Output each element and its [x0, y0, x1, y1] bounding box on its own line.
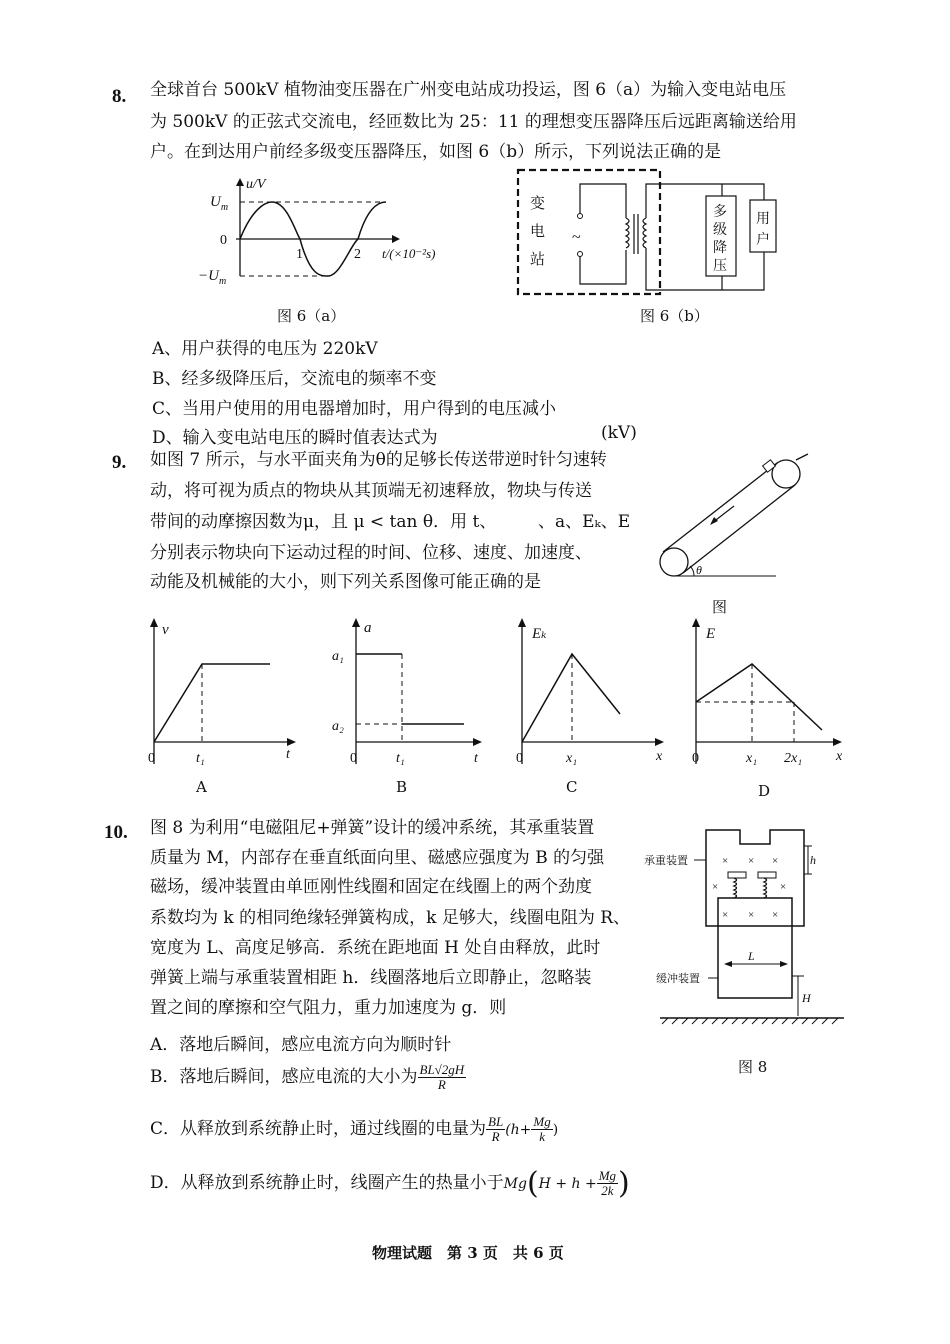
q10-number: 10. — [104, 822, 128, 843]
q10-option-c: C．从释放到系统静止时，通过线圈的电量为 $\frac{BL}{R}$ (h+ $\frac{Mg}{k}$ ) — [150, 1113, 559, 1144]
q10-option-d: D．从释放到系统静止时，线圈产生的热量小于Mg(H + h + $\frac{Mg}{2k}$ ) — [150, 1166, 630, 1201]
svg-text:×: × — [712, 881, 719, 893]
q10-option-a: A．落地后瞬间，感应电流方向为顺时针 — [150, 1035, 452, 1055]
fig6a-x-label: t/(×10⁻²s) — [382, 246, 436, 261]
q9-graph-a-label: A — [196, 778, 207, 796]
q9-stem-line5: 动能及机械能的大小，则下列关系图像可能正确的是 — [150, 572, 541, 592]
svg-text:L: L — [748, 949, 755, 963]
svg-text:2x₁: 2x₁ — [784, 751, 803, 766]
q8-number: 8. — [112, 86, 127, 107]
svg-text:用: 用 — [756, 212, 770, 227]
q10-stem-line3: 磁场，缓冲装置由单匝刚性线圈和固定在线圈上的两个劲度 — [150, 877, 592, 897]
fig6a-um: $U_m$ — [210, 194, 229, 213]
q9-graph-c — [508, 618, 668, 778]
q9-graph-b — [330, 618, 490, 778]
q8-stem-line1: 全球首台 500kV 植物油变压器在广州变电站成功投运，图 6（a）为输入变电站电压 — [150, 80, 787, 100]
svg-text:t: t — [286, 747, 290, 762]
svg-text:~: ~ — [572, 229, 581, 246]
svg-text:t₁: t₁ — [396, 751, 405, 766]
svg-text:×: × — [722, 855, 729, 867]
svg-text:电: 电 — [530, 224, 546, 240]
svg-text:H: H — [802, 991, 811, 1005]
fig6a-y-label: u/V — [246, 177, 266, 192]
figure-8-buffer-system — [644, 826, 848, 1036]
q9-graph-d — [682, 618, 852, 778]
svg-text:x: x — [836, 749, 843, 764]
q9-stem-line3a: 带间的动摩擦因数为μ，且 μ < tan θ．用 t、 — [150, 512, 497, 532]
q10-stem-line1: 图 8 为利用“电磁阻尼+弹簧”设计的缓冲系统，其承重装置 — [150, 818, 595, 838]
svg-text:多: 多 — [713, 205, 727, 220]
svg-text:站: 站 — [530, 252, 546, 268]
svg-text:a: a — [364, 620, 372, 636]
svg-text:0: 0 — [148, 751, 155, 766]
fig6a-tick1: 1 — [296, 247, 303, 262]
svg-text:0: 0 — [692, 751, 699, 766]
q9-graph-d-label: D — [758, 782, 771, 800]
q8-option-d: D、输入变电站电压的瞬时值表达式为 — [152, 428, 438, 448]
svg-text:a₁: a₁ — [332, 649, 344, 664]
q10-stem-line6: 弹簧上端与承重装置相距 h．线圈落地后立即静止，忽略装 — [150, 968, 592, 988]
q8-stem-line3: 户。在到达用户前经多级变压器降压，如图 6（b）所示，下列说法正确的是 — [150, 142, 722, 162]
svg-text:×: × — [772, 909, 779, 921]
page-footer: 物理试题 第 3 页 共 6 页 — [372, 1244, 564, 1262]
q9-graph-c-label: C — [566, 778, 578, 796]
figure-6b-circuit — [516, 168, 776, 298]
q10-option-b: B．落地后瞬间，感应电流的大小为 $\frac{BL√2gH}{R}$ — [150, 1061, 465, 1092]
svg-text:承重装置: 承重装置 — [644, 855, 688, 867]
q9-stem-line2: 动，将可视为质点的物块从其顶端无初速释放，物块与传送 — [150, 481, 592, 501]
svg-text:x: x — [656, 749, 663, 764]
q8-stem-line2: 为 500kV 的正弦式交流电，经匝数比为 25：11 的理想变压器降压后远距离输送给用 — [150, 112, 797, 132]
svg-text:降: 降 — [713, 241, 727, 256]
svg-text:a₂: a₂ — [332, 719, 344, 734]
svg-text:t₁: t₁ — [196, 751, 205, 766]
q10-stem-line4: 系数均为 k 的相同绝缘轻弹簧构成，k 足够大，线圈电阻为 R、 — [150, 908, 631, 928]
q10-stem-line7: 置之间的摩擦和空气阻力，重力加速度为 g．则 — [150, 998, 507, 1018]
q9-stem-line3b: 、a、Eₖ、E — [538, 512, 631, 532]
figure-6b-caption: 图 6（b） — [640, 307, 709, 325]
svg-text:×: × — [748, 855, 755, 867]
figure-6a-sine-graph — [200, 176, 460, 286]
svg-text:级: 级 — [713, 223, 727, 238]
svg-text:缓冲装置: 缓冲装置 — [656, 973, 700, 985]
q9-graph-a — [140, 618, 300, 778]
svg-text:×: × — [748, 909, 755, 921]
fig6a-neg-um: $-U_m$ — [198, 268, 227, 287]
svg-text:×: × — [772, 855, 779, 867]
svg-text:×: × — [722, 909, 729, 921]
figure-7-conveyor-belt — [656, 454, 816, 584]
svg-text:×: × — [780, 881, 787, 893]
svg-text:变: 变 — [530, 196, 546, 212]
q9-graph-b-label: B — [396, 778, 408, 796]
figure-8-caption: 图 8 — [738, 1058, 768, 1076]
q10-stem-line5: 宽度为 L、高度足够高．系统在距地面 H 处自由释放，此时 — [150, 938, 601, 958]
svg-text:t: t — [474, 751, 478, 766]
q8-option-c: C、当用户使用的用电器增加时，用户得到的电压减小 — [152, 399, 557, 419]
svg-text:θ: θ — [696, 563, 702, 577]
svg-text:x₁: x₁ — [746, 751, 758, 766]
svg-text:v: v — [162, 622, 169, 638]
q10-stem-line2: 质量为 M，内部存在垂直纸面向里、磁感应强度为 B 的匀强 — [150, 848, 605, 868]
svg-text:户: 户 — [756, 233, 770, 248]
q9-stem-line4: 分别表示物块向下运动过程的时间、位移、速度、加速度、 — [150, 543, 592, 563]
q10-option-b-fraction: $\frac{BL√2gH}{R}$ — [419, 1061, 465, 1092]
q8-option-d-unit: (kV) — [601, 423, 637, 443]
svg-text:x₁: x₁ — [566, 751, 578, 766]
svg-text:0: 0 — [350, 751, 357, 766]
figure-6a-caption: 图 6（a） — [277, 307, 346, 325]
q9-number: 9. — [112, 452, 127, 473]
svg-text:压: 压 — [713, 259, 727, 274]
q8-option-a: A、用户获得的电压为 220kV — [152, 339, 378, 359]
svg-text:0: 0 — [516, 751, 523, 766]
q8-option-b: B、经多级降压后，交流电的频率不变 — [152, 369, 437, 389]
figure-7-caption: 图 — [712, 598, 728, 616]
svg-text:h: h — [810, 853, 816, 867]
q9-stem-line1: 如图 7 所示，与水平面夹角为θ的足够长传送带逆时针匀速转 — [150, 450, 607, 470]
fig6a-tick2: 2 — [354, 247, 361, 262]
fig6a-origin: 0 — [220, 233, 227, 248]
svg-text:Eₖ: Eₖ — [532, 626, 547, 642]
svg-text:E: E — [706, 626, 716, 642]
